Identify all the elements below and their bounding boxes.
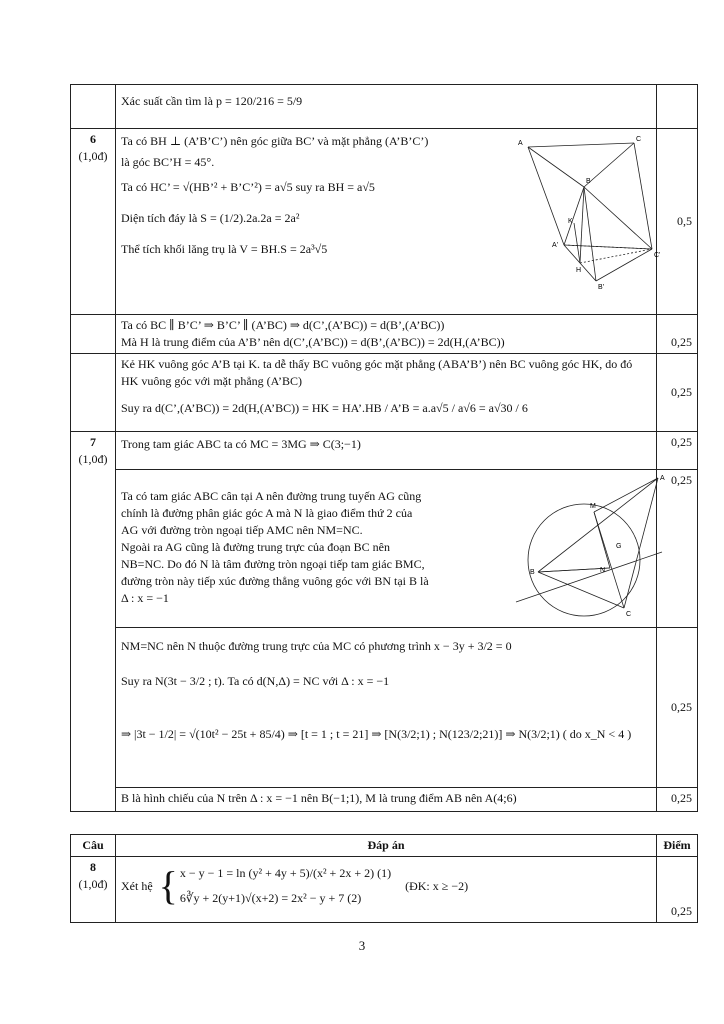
label-A: A: [518, 140, 523, 147]
q7-para-6: đường tròn này tiếp xúc đường thẳng vuông góc với BN tại B là: [121, 574, 429, 588]
q6-score-1: 0,5: [677, 214, 692, 228]
q7-para-1: Ta có tam giác ABC cân tại A nên đường trung tuyến AG cũng: [121, 489, 422, 503]
q7-row-4: [71, 788, 698, 812]
q7-para-2: chính là đường phân giác góc A mà N là giao điểm thứ 2 của: [121, 506, 413, 520]
q6-points: (1,0đ): [78, 149, 108, 163]
q6-line-9: Suy ra d(C’,(A’BC)) = 2d(H,(A’BC)) = HK = HA’.HB / A’B = a.a√5 / a√6 = a√30 / 6: [121, 401, 528, 415]
header-col1: Câu: [71, 835, 116, 857]
q6-line-3: Ta có HC’ = √(HB’² + B’C’²) = a√5 suy ra BH = a√5: [121, 180, 375, 194]
q7-line-6: B là hình chiếu của N trên Δ : x = −1 nên B(−1;1), M là trung điểm AB nên A(4;6): [121, 791, 517, 805]
header-col2: Đáp án: [116, 835, 657, 857]
label-K: K: [568, 218, 573, 225]
q8-row: 8 (1,0đ) Xét hệ { x − y − 1 = ln (y² + 4y + 5)/(x² + 2x + 2) (1) 6∛y + 2(y+1)√(x+2) = 2x² − y + 7 (2) (ĐK: x ≥ −2) 0,25: [71, 857, 698, 923]
q7-line-5: ⇒ |3t − 1/2| = √(10t² − 25t + 85/4) ⇒ [t = 1 ; t = 21] ⇒ [N(3/2;1) ; N(123/2;21)] ⇒ N(3/2;1) ( do x_N < 4 ): [121, 727, 632, 741]
q7-score-1: 0,25: [671, 435, 692, 449]
q6-line-2: là góc BC’H = 45°.: [121, 155, 215, 169]
q8-eq-1: x − y − 1 = ln (y² + 4y + 5)/(x² + 2x + 2) (1): [179, 866, 392, 880]
solution-table: [70, 84, 698, 812]
q6-row-2: [71, 315, 698, 354]
q8-intro: Xét hệ: [121, 878, 153, 893]
q6-line-1: Ta có BH ⊥ (A’B’C’) nên góc giữa BC’ và mặt phẳng (A’B’C’): [121, 134, 429, 148]
q7-line-4: Suy ra N(3t − 3/2 ; t). Ta có d(N,Δ) = NC với Δ : x = −1: [121, 674, 390, 688]
q6-line-8: Kẻ HK vuông góc A’B tại K. ta dễ thấy BC vuông góc mặt phẳng (ABA’B’) nên BC vuông góc HK, do đó HK vuông góc với mặt phẳng (A’BC): [121, 357, 633, 388]
label-B: B: [530, 569, 535, 576]
q7-row-2: [71, 470, 698, 628]
label-N: N: [600, 567, 606, 574]
q7-label: 7: [90, 435, 96, 449]
circle-figure: [514, 472, 664, 622]
q7-score-4: 0,25: [671, 791, 692, 805]
prism-figure: [516, 133, 666, 293]
next-question-table: [70, 834, 698, 923]
q7-para-3: AG với đường tròn ngoại tiếp AMC nên NM=NC.: [121, 523, 363, 537]
q8-score: 0,25: [671, 904, 692, 918]
label-C1: C': [654, 252, 661, 259]
q6-label: 6: [90, 132, 96, 146]
q6-line-7: Mà H là trung điểm của A’B’ nên d(C’,(A’BC)) = d(B’,(A’BC)) = 2d(H,(A’BC)): [121, 335, 505, 349]
label-H: H: [576, 267, 582, 274]
label-M: M: [590, 503, 596, 510]
page-number: 3: [358, 938, 366, 953]
q6-line-5: Thể tích khối lăng trụ là V = BH.S = 2a³√5: [121, 242, 328, 256]
q6-line-4: Diện tích đáy là S = (1/2).2a.2a = 2a²: [121, 211, 300, 225]
table-header: [71, 835, 698, 857]
q7-score-3: 0,25: [671, 700, 692, 714]
label-C: C: [636, 136, 642, 143]
q6-score-2: 0,25: [671, 335, 692, 349]
q8-points: (1,0đ): [78, 877, 108, 891]
label-A: A: [660, 475, 665, 482]
q5-row: [71, 85, 698, 129]
label-C: C: [626, 611, 632, 618]
q7-score-2: 0,25: [671, 473, 692, 487]
q7-line-3: NM=NC nên N thuộc đường trung trực của MC có phương trình x − 3y + 3/2 = 0: [121, 639, 512, 653]
q7-row-3: [71, 628, 698, 788]
q7-para-7: Δ : x = −1: [121, 591, 169, 605]
q8-eq-2: 6∛y + 2(y+1)√(x+2) = 2x² − y + 7 (2): [179, 891, 362, 905]
q7-row-1: [71, 432, 698, 470]
q6-row-3: [71, 354, 698, 432]
q6-row-1: [71, 129, 698, 315]
label-A1: A': [552, 242, 559, 249]
q7-para-4: Ngoài ra AG cũng là đường trung trực của đoạn BC nên: [121, 540, 390, 554]
label-B: B: [586, 178, 591, 185]
q8-label: 8: [90, 860, 96, 874]
header-col3: Điểm: [657, 835, 698, 857]
label-G: G: [616, 543, 622, 550]
q6-line-6: Ta có BC ∥ B’C’ ⇒ B’C’ ∥ (A’BC) ⇒ d(C’,(A’BC)) = d(B’,(A’BC)): [121, 318, 445, 332]
label-B1: B': [598, 284, 605, 291]
q5-probability: Xác suất cần tìm là p = 120/216 = 5/9: [121, 94, 303, 108]
q6-score-3: 0,25: [671, 385, 692, 399]
q7-line-1: Trong tam giác ABC ta có MC = 3MG ⇒ C(3;−1): [121, 437, 361, 451]
q8-condition: (ĐK: x ≥ −2): [405, 878, 469, 893]
q7-points: (1,0đ): [78, 452, 108, 466]
q7-para-5: NB=NC. Do đó N là tâm đường tròn ngoại tiếp tam giác BMC,: [121, 557, 425, 571]
